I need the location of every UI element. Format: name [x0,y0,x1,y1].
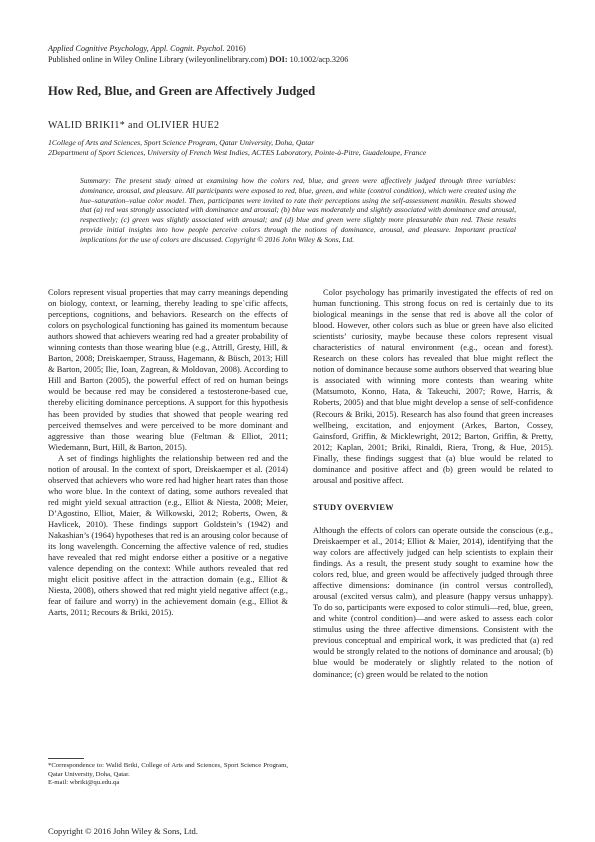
correspondence-footnote [48,762,288,788]
abstract: Summary: The present study aimed at examining how the colors red, blue, and green were affectively judged through three variables: dominance, arousal, and pleasure. All participants were exposed to red, blue, green, and white (control condition), which were created using the hue–saturation–value color model. Then, participants were invited to rate their perceptions using the self-assessment manikin. Results showed that (a) red was strongly associated with dominance and arousal; (b) blue was moderately and slightly associated with dominance and arousal, respectively; (c) green was slightly associated with arousal; and (d) blue and green were slightly more pleasurable than red. These results provide initial insights into how people perceive colors through the notions of dominance, arousal, and pleasure. Important practical implications for the use of colors are discussed. Copyright © 2016 John Wiley & Sons, Ltd. [80,176,516,244]
paragraph: A set of findings highlights the relationship between red and the notion of arousal. In the context of sport, Dreiskaemper et al. (2014) observed that achievers who wore red had higher heart rates than those who wore blue. In the context of dating, some authors revealed that red might yield sexual attraction (e.g., Elliot & Niesta, 2008; Meier, D’Agostino, Elliot, Maier, & Wilkowski, 2012; Roberts, Owen, & Havlicek, 2010). These findings support Goldstein’s (1942) and Nakashian’s (1964) hypotheses that red is an arousing color because of its long wavelength. Concerning the affective valence of red, studies have revealed that red might endorse either a positive or a negative valence depending on the context: While authors revealed that red might elicit positive affect in the attraction domain (e.g., Elliot & Niesta, 2008), others showed that red might yield negative affect (e.g., fear of failure and worry) in the achievement domain (e.g., Elliot & Aarts, 2011; Recours & Briki, 2015). [48,452,288,618]
journal-year: 2016) [226,44,246,53]
article-title: How Red, Blue, and Green are Affectively Judged [48,84,316,98]
affiliations [48,138,548,158]
footnote-divider [48,758,84,759]
right-column [313,287,553,680]
section-heading: STUDY OVERVIEW [313,502,394,512]
correspondence-text: *Correspondence to: Walid Briki, College of Arts and Sciences, Sport Science Program, Qatar University, Doha, Qatar. [48,762,288,778]
journal-citation [48,44,548,55]
copyright: Copyright © 2016 John Wiley & Sons, Ltd. [48,826,198,836]
paragraph: Color psychology has primarily investigated the effects of red on human functioning. This strong focus on red is certainly due to its biological meanings in the sense that red is above all the color of blood. However, other colors such as blue or green have also elicited scientists’ curiosity, maybe because these colors represent visual characteristics of natural environment (e.g., ocean and forest). Research on these colors has revealed that blue might reflect the notion of dominance because some authors observed that wearing blue is associated with winning more contests than wearing white (Matsumoto, Konno, Hata, & Takeuchi, 2007; Rowe, Harris, & Roberts, 2005) and that blue might develop a sense of self-confidence (Recours & Briki, 2015). Research has also found that green increases wellbeing, excitation, and enjoyment (Arkes, Barton, Cossey, Gainsford, Griffin, & Micklewright, 2012; Barton, Griffin, & Pretty, 2012; Kaplan, 2001; Briki, Rinaldi, Riera, Trong, & Hue, 2015). Finally, these findings suggest that (a) blue would be related to dominance and positive affect and (b) green would be related to arousal and positive affect. [313,287,553,485]
paragraph: Colors represent visual properties that may carry meanings depending on biology, context, or learning, thereby leading to spe`cific affects, perceptions, cognitions, and behaviors. Research on the effects of colors on psychological functioning has gained its momentum because authors showed that achievers wearing red had a greater probability of winning contests than those wearing blue (e.g., Attrill, Gresty, Hill, & Barton, 2008; Dreiskaemper, Strauss, Hagemann, & Büsch, 2013; Hill & Barton, 2005; Ilie, Ioan, Zagrean, & Moldovan, 2008). According to Hill and Barton (2005), the powerful effect of red on human beings would be because red may be considered a testosterone-based cue, thereby eliciting dominance perceptions. A support for this hypothesis has been provided by studies that showed that people wearing red perceived themselves and were perceived to be more dominant and aggressive than those wearing blue (Feltman & Elliot, 2011; Wiedemann, Burt, Hill, & Barton, 2015). [48,287,288,452]
doi-label: DOI: [269,54,288,64]
affiliation-2: 2Department of Sport Sciences, University of French West Indies, ACTES Laboratory, Pointe-à-Pitre, Guadeloupe, France [48,148,427,157]
paragraph: Although the effects of colors can operate outside the conscious (e.g., Dreiskaemper et al., 2014; Elliot & Maier, 2014), identifying that the way colors are affectively judged can help scientists to explain their findings. As a result, the present study sought to examine how the colors red, blue, and green would be affectively judged through three affective dimensions: dominance (in control versus controlled), arousal (excited versus calm), and pleasure (happy versus unhappy). To do so, participants were exposed to color stimuli—red, blue, green, and white (control condition)—and were asked to assess each color stimulus using the three affective dimensions. Consistent with the previous conceptual and empirical work, it was predicted that (a) red would be strongly related to the notions of dominance and arousal; (b) blue would be moderately or slightly related to the notion of dominance; (c) green would be related to the notion [313,524,553,679]
authors: WALID BRIKI1* and OLIVIER HUE2 [48,120,220,131]
published-online: Published online in Wiley Online Library (wileyonlinelibrary.com) [48,54,268,64]
affiliation-1: 1College of Arts and Sciences, Sport Science Program, Qatar University, Doha, Qatar [48,138,315,147]
journal-header [48,44,548,65]
email[interactable]: E-mail: wbriki@qu.edu.qa [48,779,120,787]
left-column [48,287,288,618]
publication-line [48,55,548,66]
doi-link[interactable]: 10.1002/acp.3206 [289,54,349,64]
journal-name: Applied Cognitive Psychology, Appl. Cognit. Psychol. [48,44,225,53]
